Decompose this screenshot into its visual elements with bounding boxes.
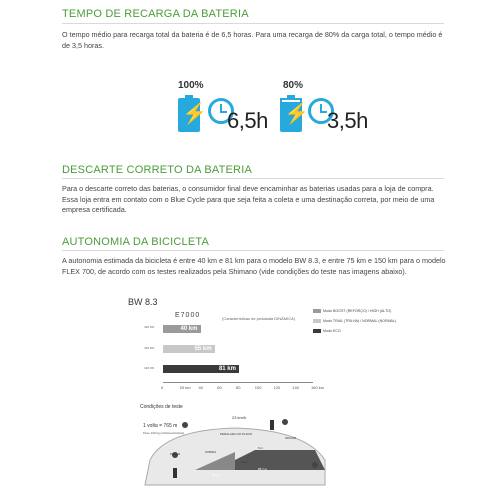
bar-row-label: 418 Wh xyxy=(144,346,155,350)
chart-tick-label: 100 xyxy=(254,385,262,390)
chart-tick-label: 80 xyxy=(236,385,241,390)
legend-item: Modo TRAIL (TRILHA) / NORMAL (NORMAL) xyxy=(313,318,396,324)
chart-tick-label: 20 km xyxy=(179,385,191,390)
charge-percent: 80% xyxy=(283,80,304,91)
conditions-title: Condições de teste xyxy=(140,404,183,410)
chart-tick-label: 0 xyxy=(161,385,164,390)
chart-subtitle: E7000 xyxy=(175,312,201,319)
conditions-weight: Peso 160 kg (ciclista+bicicleta) xyxy=(143,431,185,435)
section-text-autonomia: A autonomia estimada da bicicleta é entre 40 km e 81 km para o modelo BW 8.3, e entre 75 km e 150 km para o modelo FLEX 700, de acordo com os testes realizados pela Shimano (vide condições do teste nas imagens abaixo). xyxy=(62,256,446,276)
conditions-dim: 50 m xyxy=(212,473,219,477)
conditions-label: SUBIDA xyxy=(205,450,217,454)
chart-x-axis xyxy=(163,382,313,383)
battery-80-icon: ⚡ xyxy=(280,98,302,132)
conditions-lap: 1 volta = 765 m xyxy=(143,423,178,429)
chart-note: (Características de pedalada DINÂMICA) xyxy=(222,316,296,321)
bar-row-label: 418 Wh xyxy=(144,325,155,329)
chart-bar-value: 40 km xyxy=(180,326,198,332)
section-text-recarga: O tempo médio para recarga total da bateria é de 6,5 horas. Para uma recarga de 80% da carga total, o tempo médio é de 3,5 horas. xyxy=(62,30,443,50)
section-text-descarte: Para o descarte correto das baterias, o consumidor final deve encaminhar as baterias usadas para a loja de compra. Essa loja entra em contato com o Blue Cycle para que seja feita a coleta e uma destinação correta, por meio de uma empresa certificada. xyxy=(62,184,435,215)
chart-model-title: BW 8.3 xyxy=(128,297,158,307)
divider xyxy=(62,250,444,251)
bar-row-label: 418 Wh xyxy=(144,366,155,370)
conditions-label: PEDALADA NO PLANO xyxy=(220,432,253,436)
conditions-dim: 5 m xyxy=(258,446,264,450)
section-title-descarte: DESCARTE CORRETO DA BATERIA xyxy=(62,164,252,176)
chart-tick-label: 160 km xyxy=(311,385,325,390)
test-track-illustration xyxy=(135,410,335,490)
conditions-dim: 6,9 m xyxy=(241,460,249,464)
conditions-speed: 23 km/h xyxy=(232,415,247,420)
legend-item: Modo ECO xyxy=(313,328,341,334)
divider xyxy=(62,178,444,179)
section-title-recarga: TEMPO DE RECARGA DA BATERIA xyxy=(62,8,249,20)
legend-item: Modo BOOST (REFORÇO) / HIGH (ALTO) xyxy=(313,308,391,314)
chart-bar-value: 55 km xyxy=(194,346,212,352)
chart-bar-value: 81 km xyxy=(218,366,236,372)
charge-percent: 100% xyxy=(178,80,204,91)
charge-time: 6,5h xyxy=(227,108,268,133)
charge-time: 3,5h xyxy=(327,108,368,133)
chart-tick-label: 60 xyxy=(217,385,222,390)
chart-tick-label: 140 xyxy=(292,385,299,390)
conditions-dim: 85,7 m xyxy=(258,467,268,471)
battery-full-icon: ⚡ xyxy=(178,98,200,132)
chart-tick-label: 40 xyxy=(198,385,203,390)
conditions-label: INICIAR xyxy=(285,436,297,440)
chart-tick-label: 120 xyxy=(273,385,281,390)
conditions-label: PARAR xyxy=(170,452,181,456)
section-title-autonomia: AUTONOMIA DA BICICLETA xyxy=(62,236,210,248)
divider xyxy=(62,23,444,24)
